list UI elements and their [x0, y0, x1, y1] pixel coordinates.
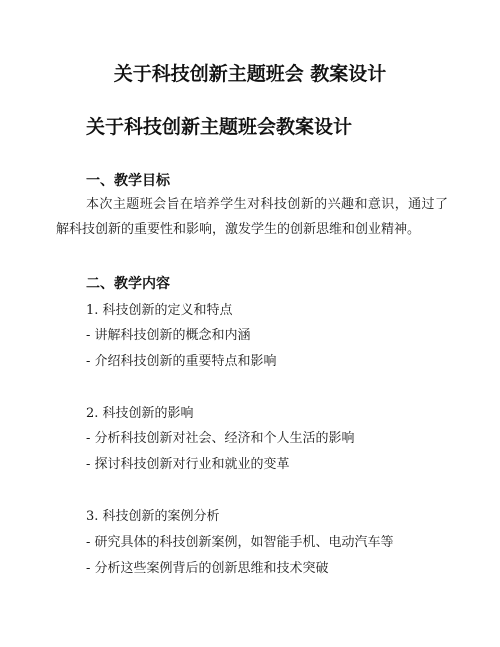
content-point: - 研究具体的科技创新案例，如智能手机、电动汽车等	[86, 535, 394, 550]
objectives-paragraph: 本次主题班会旨在培养学生对科技创新的兴趣和意识，通过了解科技创新的重要性和影响，激发学生的创新思维和创业精神。	[56, 197, 448, 237]
document-heading: 关于科技创新主题班会教案设计	[86, 116, 353, 138]
section-heading-content: 二、教学内容	[86, 276, 170, 292]
content-item-title-1: 1. 科技创新的定义和特点	[86, 303, 233, 318]
section-heading-objectives: 一、教学目标	[86, 173, 170, 189]
content-point: - 分析这些案例背后的创新思维和技术突破	[86, 561, 329, 576]
content-point: - 探讨科技创新对行业和就业的变革	[86, 457, 290, 472]
content-point: - 分析科技创新对社会、经济和个人生活的影响	[86, 431, 355, 446]
content-point: - 讲解科技创新的概念和内涵	[86, 328, 251, 343]
content-item-title-2: 2. 科技创新的影响	[86, 406, 194, 421]
content-point: - 介绍科技创新的重要特点和影响	[86, 354, 277, 369]
content-item-title-3: 3. 科技创新的案例分析	[86, 509, 220, 524]
page-title: 关于科技创新主题班会 教案设计	[113, 63, 387, 85]
